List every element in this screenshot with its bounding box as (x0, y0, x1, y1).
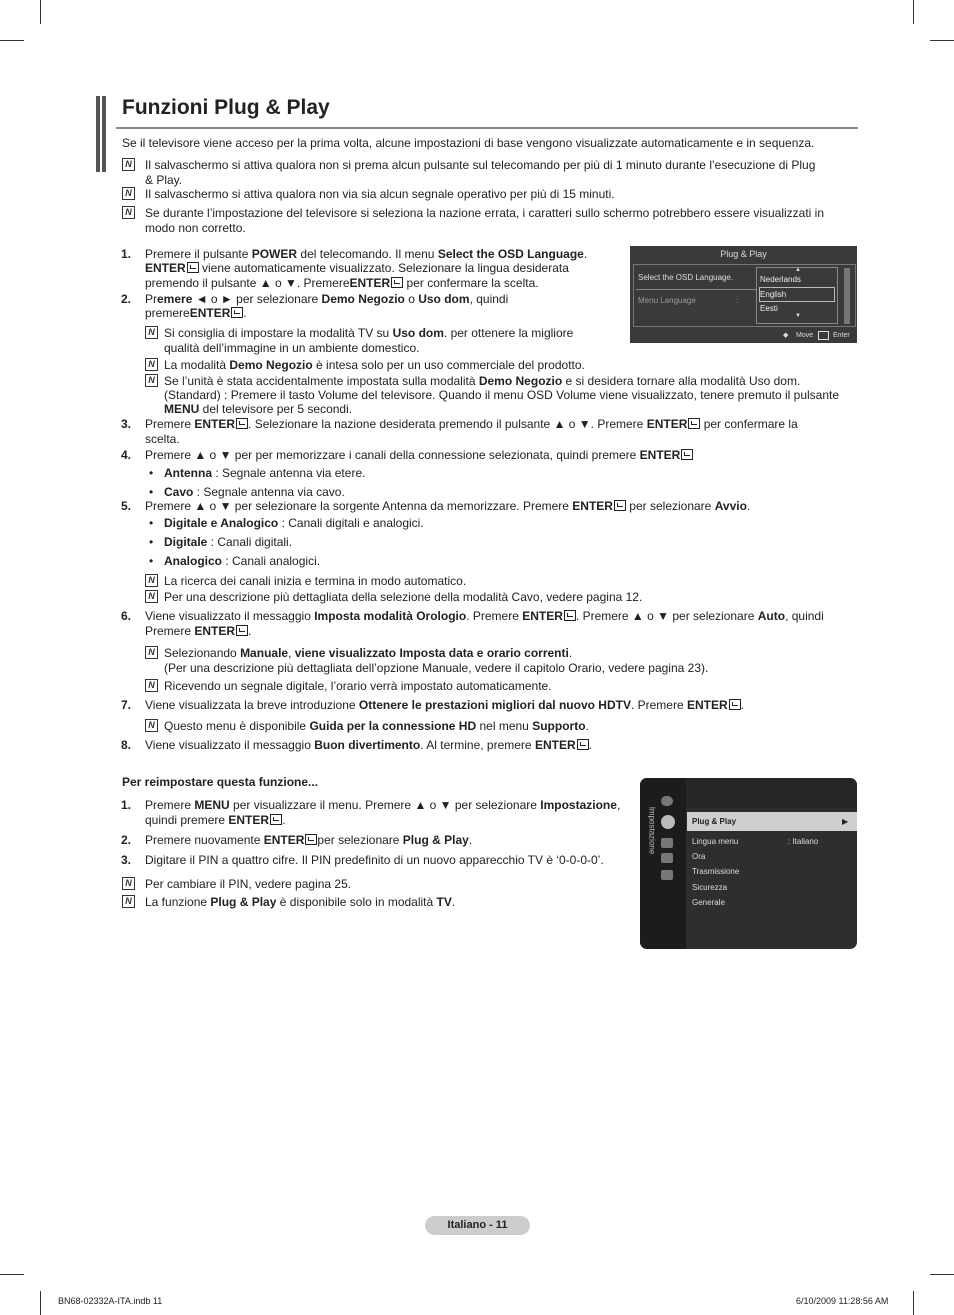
osd-language-item[interactable]: Eesti (760, 304, 778, 313)
crop-mark (40, 1291, 41, 1315)
enter-icon (236, 625, 248, 636)
osd-language-item[interactable]: English (760, 290, 787, 299)
enter-icon (614, 500, 626, 511)
enter-icon (391, 277, 403, 288)
step-2-note-1-line-2: qualità dell’immagine in un ambiente domestico. (164, 341, 420, 355)
note-icon: N (145, 574, 158, 587)
osd-footer-enter: Enter (833, 332, 850, 339)
note-icon: N (145, 326, 158, 339)
osd-side-label: Impostazione (647, 806, 657, 855)
step-6-note-2: Ricevendo un segnale digitale, l’orario verrà impostato automaticamente. (164, 679, 552, 693)
intro-note-2: Il salvaschermo si attiva qualora non via sia alcun segnale operativo per più di 15 minuti. (145, 187, 615, 201)
crop-mark (930, 1274, 954, 1275)
step-8-line-1: Viene visualizzato il messaggio Buon divertimento. Al termine, premere ENTER . (145, 738, 592, 752)
step-6-note-1-line-2: (Per una descrizione più dettagliata dell’opzione Manuale, vedere il capitolo Orario, vedere pagina 23). (164, 661, 709, 675)
step-2-note-2: La modalità Demo Negozio è intesa solo per un uso commerciale del prodotto. (164, 358, 585, 372)
enter-icon (818, 331, 829, 340)
intro-note-3: Se durante l’impostazione del televisore si seleziona la nazione errata, i caratteri sullo schermo potrebbero essere visualizzati in modo non corretto. (145, 206, 825, 235)
note-icon: N (145, 719, 158, 732)
input-icon (661, 870, 673, 880)
step-4-line-1: Premere ▲ o ▼ per per memorizzare i canali della connessione selezionata, quindi premere ENTER (145, 448, 693, 463)
step-5-bullet-3: Analogico : Canali analogici. (164, 554, 321, 568)
bullet: • (149, 535, 154, 549)
reset-step-2: Premere nuovamente ENTER per selezionare Plug & Play. (145, 833, 473, 847)
note-icon: N (145, 374, 158, 387)
step-6-note-1-line-1: Selezionando Manuale, viene visualizzato Imposta data e orario correnti. (164, 646, 573, 660)
step-6-line-2: Premere ENTER . (145, 624, 252, 638)
note-icon: N (145, 679, 158, 692)
step-number: 4. (121, 448, 132, 462)
step-1-line-2: ENTER viene automaticamente visualizzato. Selezionare la lingua desiderata (145, 261, 569, 275)
enter-icon (187, 262, 199, 273)
bullet: • (149, 516, 154, 530)
step-number: 3. (121, 417, 132, 431)
enter-icon (236, 418, 248, 429)
title-rule (116, 127, 858, 129)
osd-menu-item[interactable]: Generale (692, 898, 725, 907)
osd-top-bar (686, 778, 857, 808)
down-arrow-icon: ▼ (795, 313, 801, 319)
osd-menu-item[interactable]: Sicurezza (692, 883, 728, 892)
osd-menu-item[interactable]: Trasmissione (692, 867, 740, 876)
reset-heading: Per reimpostare questa funzione... (122, 775, 319, 789)
step-2-line-2: premereENTER . (145, 306, 247, 320)
gear-icon[interactable] (661, 815, 675, 829)
note-icon: N (145, 590, 158, 603)
osd-menu-item-plug-and-play[interactable]: Plug & Play (692, 817, 737, 826)
intro-text: Se il televisore viene acceso per la prima volta, alcune impostazioni di base vengono visualizzate automaticamente e in sequenza. (122, 136, 815, 150)
osd-menu-value: : Italiano (788, 837, 819, 846)
step-number: 6. (121, 609, 132, 623)
intro-note-1: Il salvaschermo si attiva qualora non si prema alcun pulsante sul telecomando per più di 1 minuto durante l’esecuzione di Plug & Play. (145, 158, 816, 187)
picture-icon (661, 796, 673, 806)
note-icon: N (145, 358, 158, 371)
osd-plug-and-play (630, 246, 857, 343)
move-icon: ◆ (783, 332, 789, 339)
step-number: 1. (121, 798, 132, 812)
step-number: 3. (121, 853, 132, 867)
osd-label-menu-language: Menu Language (638, 296, 696, 305)
step-number: 8. (121, 738, 132, 752)
osd-menu-item[interactable]: Lingua menu (692, 837, 739, 846)
osd-scrollbar[interactable] (844, 268, 850, 324)
crop-mark (40, 0, 41, 24)
channel-icon (661, 853, 673, 863)
osd-divider (636, 289, 756, 290)
note-icon: N (122, 187, 135, 200)
page-title: Funzioni Plug & Play (122, 96, 330, 119)
step-4-bullet-2: Cavo : Segnale antenna via cavo. (164, 485, 345, 499)
osd-settings-menu (640, 778, 857, 949)
note-icon: N (122, 158, 135, 171)
step-7-line-1: Viene visualizzata la breve introduzione Ottenere le prestazioni migliori dal nuovo HDTV. Premere ENTER . (145, 698, 744, 712)
reset-step-3: Digitare il PIN a quattro cifre. Il PIN predefinito di un nuovo apparecchio TV è ‘0-0-0-0’. (145, 853, 604, 867)
step-5-bullet-2: Digitale : Canali digitali. (164, 535, 293, 549)
enter-icon (688, 418, 700, 429)
crop-mark (913, 1291, 914, 1315)
step-3-line-1: Premere ENTER . Selezionare la nazione desiderata premendo il pulsante ▲ o ▼. Premere ENTER per confermare la (145, 417, 798, 431)
bullet: • (149, 554, 154, 568)
osd-side-panel (640, 778, 686, 949)
step-number: 2. (121, 833, 132, 847)
step-2-note-1-line-1: Si consiglia di impostare la modalità TV su Uso dom. per ottenere la migliore (164, 326, 574, 340)
bullet: • (149, 466, 154, 480)
step-7-note: Questo menu è disponibile Guida per la connessione HD nel menu Supporto. (164, 719, 589, 733)
step-2-note-3-line-1: Se l’unità è stata accidentalmente impostata sulla modalità Demo Negozio e si desidera tornare alla modalità Uso dom. (164, 374, 801, 388)
enter-icon (729, 699, 741, 710)
note-icon: N (122, 895, 135, 908)
crop-mark (0, 40, 24, 41)
enter-icon (681, 449, 693, 460)
step-number: 7. (121, 698, 132, 712)
print-date: 6/10/2009 11:28:56 AM (796, 1296, 889, 1306)
step-number: 5. (121, 499, 132, 513)
step-6-line-1: Viene visualizzato il messaggio Imposta modalità Orologio. Premere ENTER . Premere ▲ o ▼ per selezionare Auto, quindi (145, 609, 824, 623)
file-name: BN68-02332A-ITA.indb 11 (58, 1296, 163, 1306)
osd-menu-item[interactable]: Ora (692, 852, 706, 861)
osd-language-item[interactable]: Nederlands (760, 275, 801, 284)
note-icon: N (122, 206, 135, 219)
bullet: • (149, 485, 154, 499)
crop-mark (0, 1274, 24, 1275)
step-number: 2. (121, 292, 132, 306)
step-2-line-1: Premere ◄ o ► per selezionare Demo Negozio o Uso dom, quindi (145, 292, 509, 306)
step-5-line-1: Premere ▲ o ▼ per selezionare la sorgente Antenna da memorizzare. Premere ENTER per selezionare Avvio. (145, 499, 751, 513)
step-5-bullet-1: Digitale e Analogico : Canali digitali e analogici. (164, 516, 424, 530)
reset-step-1-line-1: Premere MENU per visualizzare il menu. Premere ▲ o ▼ per selezionare Impostazione, (145, 798, 621, 812)
step-4-bullet-1: Antenna : Segnale antenna via etere. (164, 466, 366, 480)
page-number: Italiano - 11 (425, 1216, 530, 1235)
osd-language-list[interactable] (756, 267, 838, 324)
reset-step-1-line-2: quindi premere ENTER . (145, 813, 286, 827)
up-arrow-icon: ▲ (795, 267, 801, 273)
step-number: 1. (121, 247, 132, 261)
osd-colon: : (736, 296, 739, 305)
reset-note-2: La funzione Plug & Play è disponibile solo in modalità TV. (145, 895, 456, 909)
note-icon: N (145, 646, 158, 659)
title-bars (96, 96, 110, 172)
reset-note-1: Per cambiare il PIN, vedere pagina 25. (145, 877, 352, 891)
enter-icon (305, 834, 317, 845)
step-2-note-3-line-2: (Standard) : Premere il tasto Volume del televisore. Quando il menu OSD Volume viene visualizzato, tenere premuto il pulsante (164, 388, 840, 402)
osd-header: Plug & Play (720, 249, 767, 259)
step-3-line-2: scelta. (145, 432, 180, 446)
crop-mark (913, 0, 914, 24)
chevron-right-icon: ▶ (842, 817, 849, 826)
note-icon: N (122, 877, 135, 890)
enter-icon (577, 739, 589, 750)
step-1-line-3: premendo il pulsante ▲ o ▼. PremereENTER per confermare la scelta. (145, 276, 539, 290)
sound-icon (661, 838, 673, 848)
step-5-note-1: La ricerca dei canali inizia e termina in modo automatico. (164, 574, 467, 588)
enter-icon (270, 814, 282, 825)
crop-mark (930, 40, 954, 41)
osd-footer-move: Move (796, 332, 814, 339)
osd-label-select: Select the OSD Language. (638, 273, 734, 282)
enter-icon (564, 610, 576, 621)
enter-icon (231, 307, 243, 318)
step-1-line-1: Premere il pulsante POWER del telecomando. Il menu Select the OSD Language. (145, 247, 588, 261)
step-5-note-2: Per una descrizione più dettagliata della selezione della modalità Cavo, vedere pagina 12. (164, 590, 643, 604)
step-2-note-3-line-3: MENU del televisore per 5 secondi. (164, 402, 353, 416)
